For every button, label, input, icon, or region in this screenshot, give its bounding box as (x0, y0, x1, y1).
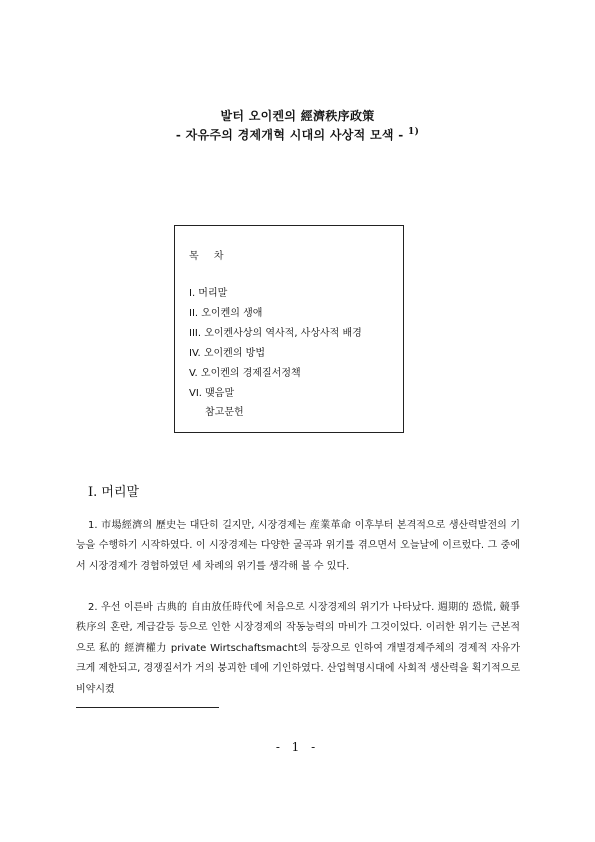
toc-item[interactable]: IV. 오이켄의 방법 (189, 348, 265, 359)
toc-item[interactable]: V. 오이켄의 경제질서정책 (189, 368, 301, 379)
page-number: - 1 - (275, 740, 320, 754)
paragraph (76, 516, 520, 577)
document-subtitle (0, 126, 595, 143)
subtitle-text: - 자유주의 경제개혁 시대의 사상적 모색 - (175, 128, 404, 142)
toc-item[interactable]: VI. 맺음말 (189, 388, 235, 399)
section-heading: I. 머리말 (88, 485, 140, 500)
footnote-divider (76, 707, 219, 708)
paragraph-text: 2. 우선 이른바 古典的 自由放任時代에 처음으로 시장경제의 위기가 나타났다. 週期的 恐慌, 競爭秩序의 혼란, 계급갈등 등으로 인한 시장경제의 작동능력의 마비가 그것이었다. 이러한 위기는 근본적으로 私的 經濟權力 private Wirtschaftsmacht의 등장으로 인하여 개별경제주체의 경제적 자유가 크게 제한되고, 경쟁질서가 거의 붕괴한 데에 기인하였다. 산업혁명시대에 사회적 생산력을 획기적으로 비약시켰 (76, 602, 520, 695)
toc-item-references[interactable]: 참고문헌 (205, 407, 244, 418)
toc-item[interactable]: I. 머리말 (189, 288, 228, 299)
paragraph (76, 598, 520, 700)
toc-heading: 목 차 (189, 251, 230, 262)
toc-item[interactable]: II. 오이켄의 생애 (189, 308, 263, 319)
toc-item[interactable]: III. 오이켄사상의 역사적, 사상사적 배경 (189, 328, 362, 339)
footnote-mark[interactable]: 1) (408, 127, 420, 137)
document-title: 발터 오이켄의 經濟秩序政策 (220, 109, 375, 123)
paragraph-text: 1. 市場經濟의 歷史는 대단히 길지만, 시장경제는 産業革命 이후부터 본격적으로 생산력발전의 기능을 수행하기 시작하였다. 이 시장경제는 다양한 굴곡과 위기를 겪으면서 오늘날에 이르렀다. 그 중에서 시장경제가 경험하였던 세 차례의 위기를 생각해 볼 수 있다. (76, 520, 520, 572)
table-of-contents (174, 225, 404, 433)
